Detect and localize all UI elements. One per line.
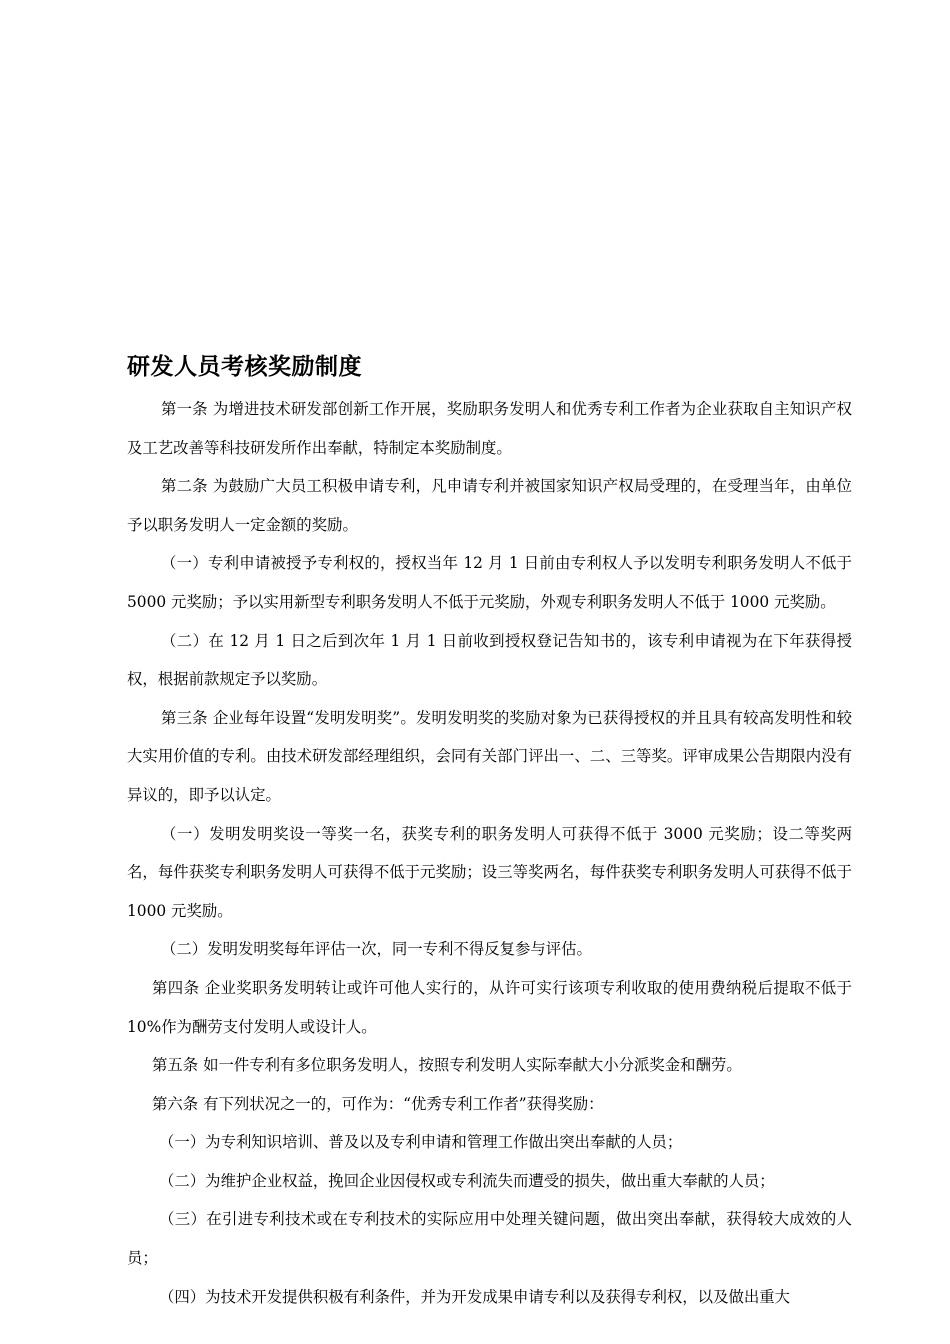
article-6-clause-3: （三）在引进专利技术或在专利技术的实际应用中处理关键问题，做出突出奉献，获得较大成效的人员； [127, 1210, 852, 1268]
article-1-paragraph: 第一条 为增进技术研发部创新工作开展，奖励职务发明人和优秀专利工作者为企业获取自主知识产权及工艺改善等科技研发所作出奉献，特制定本奖励制度。 [127, 400, 852, 457]
document-body [127, 390, 852, 1316]
article-2-clause-1: （一）专利申请被授予专利权的，授权当年 12 月 1 日前由专利权人予以发明专利职务发明人不低于 5000 元奖励；予以实用新型专利职务发明人不低于元奖励，外观专利职务发明人不低于 1000 元奖励。 [127, 554, 852, 611]
article-6-clause-4: （四）为技术开发提供积极有利条件，并为开发成果申请专利以及获得专利权，以及做出重大 [159, 1287, 791, 1306]
article-3-clause-2: （二）发明发明奖每年评估一次，同一专利不得反复参与评估。 [161, 940, 592, 959]
article-2-clause-2: （二）在 12 月 1 日之后到次年 1 月 1 日前收到授权登记告知书的，该专利申请视为在下年获得授权，根据前款规定予以奖励。 [127, 631, 852, 689]
article-6-clause-2: （二）为维护企业权益，挽回企业因侵权或专利流失而遭受的损失，做出重大奉献的人员； [159, 1171, 775, 1190]
article-2-paragraph: 第二条 为鼓励广大员工积极申请专利，凡申请专利并被国家知识产权局受理的，在受理当年，由单位予以职务发明人一定金额的奖励。 [127, 477, 852, 534]
article-5-paragraph: 第五条 如一件专利有多位职务发明人，按照专利发明人实际奉献大小分派奖金和酬劳。 [152, 1056, 742, 1075]
article-6-paragraph: 第六条 有下列状况之一的，可作为：“优秀专利工作者”获得奖励： [152, 1094, 604, 1113]
article-3-paragraph: 第三条 企业每年设置“发明发明奖”。发明发明奖的奖励对象为已获得授权的并且具有较高发明性和较大实用价值的专利。由技术研发部经理组织，会同有关部门评出一、二、三等奖。评审成果公告期限内没有异议的，即予以认定。 [127, 708, 852, 804]
article-6-clause-1: （一）为专利知识培训、普及以及专利申请和管理工作做出突出奉献的人员； [159, 1133, 683, 1152]
document-title: 研发人员考核奖励制度 [127, 354, 362, 380]
article-3-clause-1: （一）发明发明奖设一等奖一名，获奖专利的职务发明人可获得不低于 3000 元奖励；设二等奖两名，每件获奖专利职务发明人可获得不低于元奖励；设三等奖两名，每件获奖专利职务发明人可获得不低于 1000 元奖励。 [127, 824, 852, 920]
article-4-paragraph: 第四条 企业奖职务发明转让或许可他人实行的，从许可实行该项专利收取的使用费纳税后提取不低于 10%作为酬劳支付发明人或设计人。 [127, 978, 852, 1036]
